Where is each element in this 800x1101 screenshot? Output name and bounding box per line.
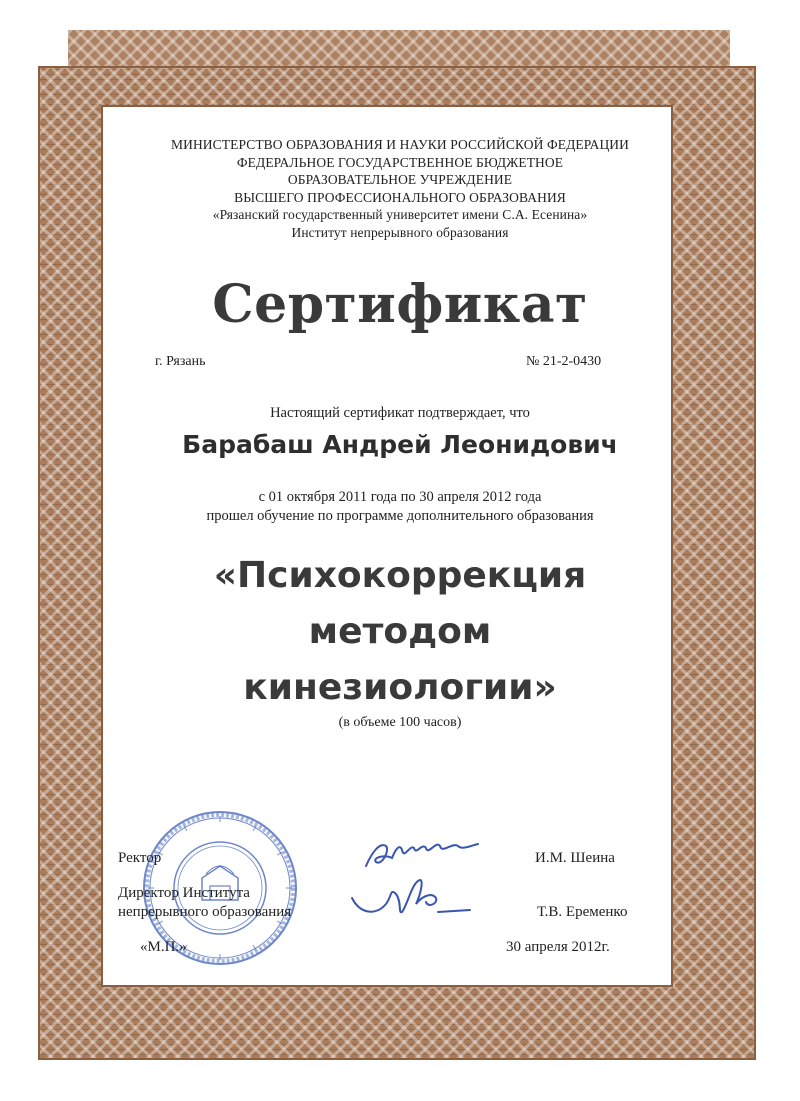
header-university: «Рязанский государственный университет имени С.А. Есенина»: [212, 207, 588, 222]
program-line-2: методом: [308, 611, 492, 652]
program-title: [0, 548, 800, 716]
rector-label: Ректор: [118, 850, 162, 866]
period-dates: с 01 октября 2011 года по 30 апреля 2012 года: [258, 489, 542, 505]
program-volume: (в объеме 100 часов): [338, 715, 462, 730]
program-line-3: кинезиологии»: [243, 667, 557, 708]
rector-signature: [362, 832, 482, 876]
city: г. Рязань: [155, 354, 206, 369]
header-institute: Институт непрерывного образования: [291, 224, 509, 240]
director-label-2: непрерывного образования: [118, 904, 292, 920]
rector-name: И.М. Шеина: [535, 850, 615, 866]
confirm-text: Настоящий сертификат подтверждает, что: [270, 405, 530, 421]
header-ministry: МИНИСТЕРСТВО ОБРАЗОВАНИЯ И НАУКИ РОССИЙСКОЙ ФЕДЕРАЦИИ: [171, 137, 629, 152]
header-institution-type: ФЕДЕРАЛЬНОЕ ГОСУДАРСТВЕННОЕ БЮДЖЕТНОЕ: [236, 154, 564, 170]
issue-date: 30 апреля 2012г.: [506, 939, 610, 955]
seal-label: «М.П.»: [140, 939, 187, 955]
program-line-1: «Психокоррекция: [213, 555, 587, 596]
decorative-frame-top: [68, 30, 730, 66]
director-label-1: Директор Института: [118, 885, 250, 901]
period-description: прошел обучение по программе дополнительного образования: [206, 508, 594, 524]
certificate-number: № 21-2-0430: [526, 354, 602, 369]
recipient-name: Барабаш Андрей Леонидович: [182, 430, 618, 459]
director-signature: [346, 874, 476, 924]
issuer-header: [0, 136, 800, 241]
study-period: [0, 488, 800, 526]
header-institution-type-2: ОБРАЗОВАТЕЛЬНОЕ УЧРЕЖДЕНИЕ: [287, 172, 513, 187]
certificate-title: Сертификат: [212, 274, 588, 335]
director-name: Т.В. Еременко: [537, 904, 628, 920]
header-education-level: ВЫСШЕГО ПРОФЕССИОНАЛЬНОГО ОБРАЗОВАНИЯ: [234, 189, 566, 205]
